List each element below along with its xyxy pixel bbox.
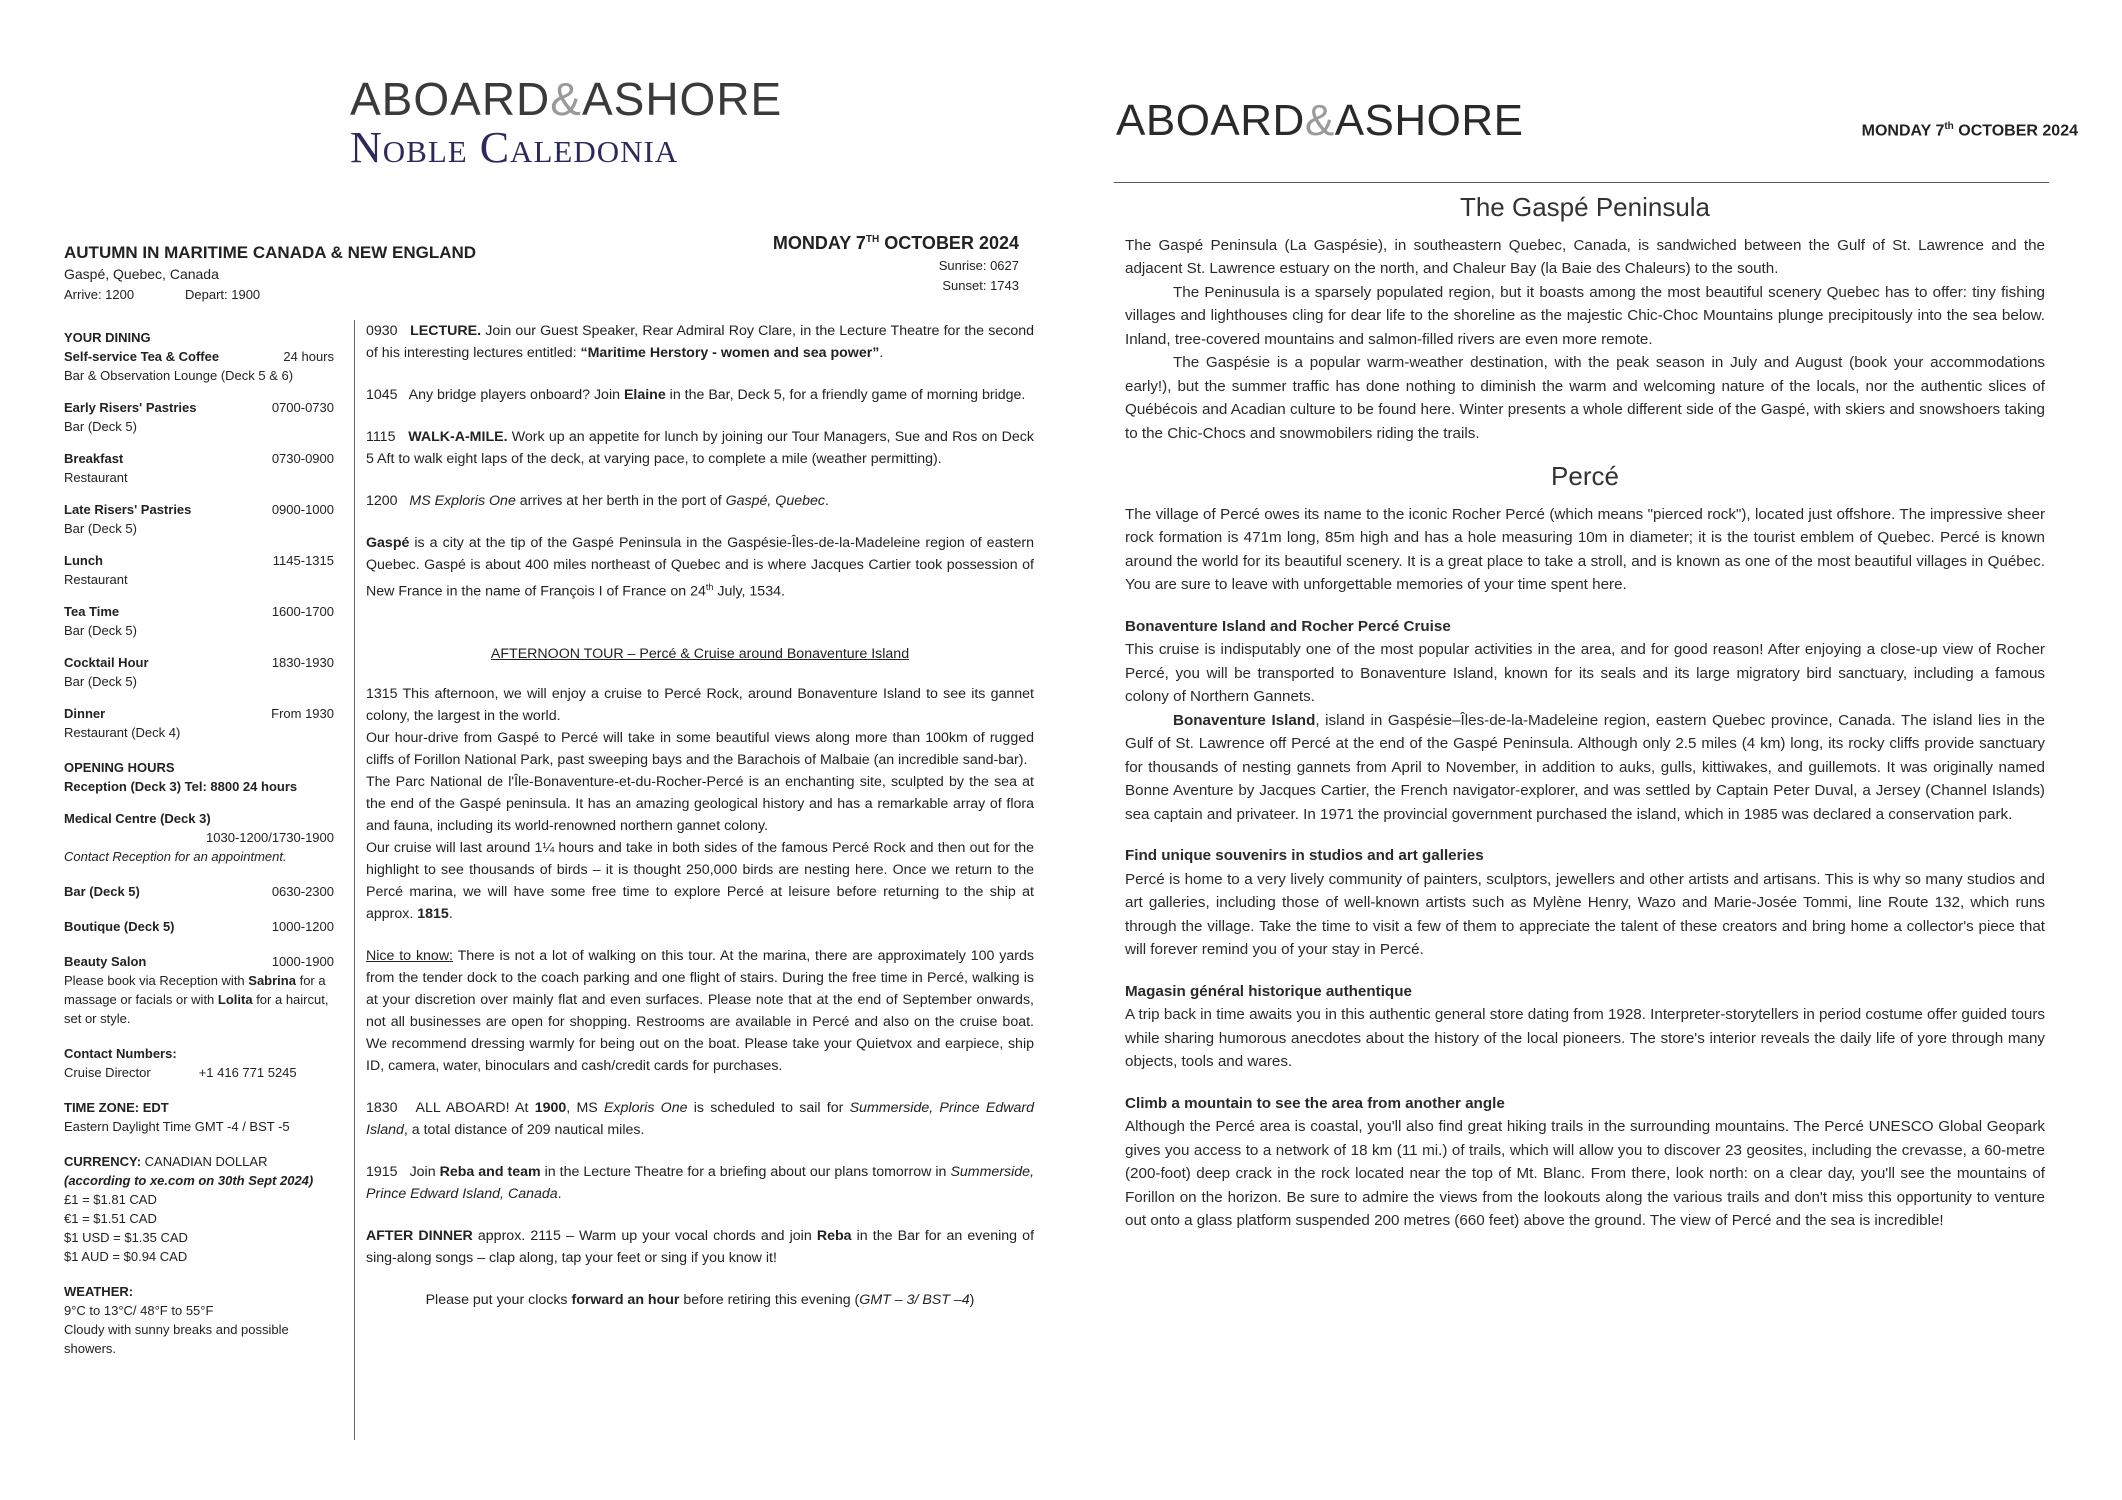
- beauty-salon-note: Please book via Reception with Sabrina for a massage or facials or with Lolita for a haircut, set or style.: [64, 973, 329, 1026]
- dining-location: Bar (Deck 5): [64, 623, 137, 638]
- tour-cruise: Our cruise will last around 1¼ hours and take in both sides of the famous Percé Rock and then out for the highlight to see thousands of birds – it is thought 250,000 birds are nesting here. Once we return to the Percé marina, we will have some free time to explore Percé at leisure before returning to the ship at approx. 1815.: [366, 839, 1034, 922]
- paragraph: Bonaventure Island, island in Gaspésie–Îles-de-la-Madeleine region, eastern Quebec province, Canada. The island lies in the Gulf of St. Lawrence off Percé at the end of the Gaspé Peninsula. Although only 2.5 miles (4 km) long, its rocky cliffs provide sanctuary for thousands of nesting gannets from April to November, in addition to auks, gulls, kittiwakes, and guillemots. It was originally named Bonne Aventure by Jacques Cartier, the French navigator-explorer, and was settled by Captain Peter Duval, a Jersey (Channel Islands) sea captain and privateer. In 1971 the provincial government purchased the island, which in 1985 was declared a conservation park.: [1125, 711, 2045, 823]
- subheading: Magasin général historique authentique: [1125, 982, 1412, 1000]
- dining-item: Lunch 1145-1315: [64, 553, 334, 568]
- dining-item: Self-service Tea & Coffee 24 hours: [64, 349, 334, 364]
- weather-heading: WEATHER:: [64, 1284, 134, 1299]
- programme-item: 1200 MS Exploris One arrives at her berth in the port of Gaspé, Quebec.: [366, 493, 829, 509]
- subheading: Bonaventure Island and Rocher Percé Cruise: [1125, 617, 1451, 635]
- dining-location: Bar (Deck 5): [64, 521, 137, 536]
- dining-location: Bar (Deck 5): [64, 674, 137, 689]
- header-rule: [1114, 182, 2049, 183]
- paragraph: Percé is home to a very lively community of painters, sculptors, jewellers and other artists and artisans. This is why so many studios and art galleries, including those of well-known artists such as Mylène Henry, Wazo and Marie-Josée Tommi, line Route 132, which runs through the village. Take the time to visit a few of them to appreciate the talent of these creators and bring home a collector's piece that will forever remind you of your stay in Percé.: [1125, 870, 2045, 958]
- time-zone-text: Eastern Daylight Time GMT -4 / BST -5: [64, 1119, 290, 1134]
- afternoon-tour-heading: AFTERNOON TOUR – Percé & Cruise around Bonaventure Island: [490, 645, 910, 662]
- boutique-hours: Boutique (Deck 5) 1000-1200: [64, 919, 334, 934]
- paragraph: A trip back in time awaits you in this authentic general store dating from 1928. Interpreter-storytellers in period costume offer guided tours while sharing humorous anecdotes about the history of the local pioneers. The store's interior reveals the daily life of yore through many objects, tools and wares.: [1125, 1006, 2045, 1070]
- dining-location: Restaurant: [64, 572, 128, 587]
- dining-item: Tea Time 1600-1700: [64, 604, 334, 619]
- paragraph: This cruise is indisputably one of the most popular activities in the area, and for good reason! After enjoying a close-up view of Rocher Percé, you will be transported to Bonaventure Island, known for its seals and its large migratory bird sanctuary, including a famous colony of Northern Gannets.: [1125, 641, 2045, 705]
- currency-note: (according to xe.com on 30th Sept 2024): [64, 1173, 314, 1188]
- subheading: Climb a mountain to see the area from another angle: [1125, 1094, 1505, 1112]
- voyage-title: AUTUMN IN MARITIME CANADA & NEW ENGLAND: [64, 243, 477, 262]
- medical-centre-label: Medical Centre (Deck 3): [64, 811, 211, 826]
- sunset-time: Sunset: 1743: [942, 278, 1019, 293]
- clocks-reminder: Please put your clocks forward an hour before retiring this evening (GMT – 3/ BST –4): [425, 1291, 975, 1308]
- date-heading: MONDAY 7TH OCTOBER 2024: [772, 233, 1019, 253]
- sidebar-info: [64, 328, 334, 1358]
- currency-heading: CURRENCY: CANADIAN DOLLAR: [64, 1154, 268, 1169]
- dining-location: Bar (Deck 5): [64, 419, 137, 434]
- dining-location: Restaurant (Deck 4): [64, 725, 181, 740]
- arrive-time: Arrive: 1200: [64, 287, 135, 302]
- column-divider: [354, 320, 355, 1440]
- paragraph: The Gaspé Peninsula (La Gaspésie), in southeastern Quebec, Canada, is sandwiched between the Gulf of St. Lawrence and the adjacent St. Lawrence estuary on the north, and Chaleur Bay (la Baie des Chaleurs) to the south.: [1125, 236, 2045, 277]
- programme-item: 1915 Join Reba and team in the Lecture Theatre for a briefing about our plans tomorrow in Summerside, Prince Edward Island, Canada.: [366, 1163, 1035, 1202]
- depart-time: Depart: 1900: [185, 287, 261, 302]
- weather-temp: 9°C to 13°C/ 48°F to 55°F: [64, 1303, 214, 1318]
- dining-item: Breakfast 0730-0900: [64, 451, 334, 466]
- right-page: [1061, 0, 2122, 1500]
- dining-heading: YOUR DINING: [64, 330, 151, 345]
- medical-centre-note: Contact Reception for an appointment.: [64, 849, 287, 864]
- section-title-gaspe: The Gaspé Peninsula: [1459, 192, 1711, 222]
- dining-item: Early Risers' Pastries 0700-0730: [64, 400, 334, 415]
- tour-drive: Our hour-drive from Gaspé to Percé will take in some beautiful views along more than 100km of rugged cliffs of Forillon National Park, past sweeping bays and the Barachois of Malbaie (an incredible sand-bar).: [366, 729, 1034, 768]
- rate-eur: €1 = $1.51 CAD: [64, 1211, 157, 1226]
- reception-hours: Reception (Deck 3) Tel: 8800 24 hours: [64, 779, 298, 794]
- programme-item: 1045 Any bridge players onboard? Join Elaine in the Bar, Deck 5, for a friendly game of morning bridge.: [366, 387, 1026, 403]
- date-heading: MONDAY 7th OCTOBER 2024: [1861, 121, 2078, 140]
- rate-usd: $1 USD = $1.35 CAD: [64, 1230, 188, 1245]
- rate-gbp: £1 = $1.81 CAD: [64, 1192, 157, 1207]
- after-dinner: AFTER DINNER approx. 2115 – Warm up your vocal chords and join Reba in the Bar for an evening of sing-along songs – clap along, tap your feet or sing if you know it!: [366, 1227, 1035, 1266]
- section-title-perce: Percé: [1551, 461, 1619, 491]
- masthead-aboard-ashore: ABOARD&ASHORE: [1116, 96, 1524, 145]
- paragraph: Although the Percé area is coastal, you'll also find great hiking trails in the surrounding mountains. The Percé UNESCO Global Geopark gives you access to a network of 18 km (11 mi.) of trails, which will allow you to discover 23 geosites, including the crevasse, a 60-metre (200-foot) deep crack in the rock located near the top of Mt. Blanc. From there, look north: on a clear day, you'll see the mountains of Forillon on the horizon. Be sure to admire the views from the lookouts along the various trails and don't miss this opportunity to venture out onto a glass platform suspended 200 metres (660 feet) above the ground. The view of Percé and the sea is incredible!: [1125, 1118, 2045, 1229]
- masthead-aboard-ashore: ABOARD&ASHORE: [350, 73, 783, 125]
- paragraph: The village of Percé owes its name to the iconic Rocher Percé (which means "pierced rock"), located just offshore. The impressive sheer rock formation is 471m long, 85m high and has a hole measuring 10m in diameter; it is the tourist emblem of Quebec. Percé is known around the world for its beautiful scenery. It is a great place to take a stroll, and is known as one of the most beautiful villages in Québec. You are sure to leave with unforgettable memories of your time spent here.: [1125, 505, 2045, 593]
- sunrise-time: Sunrise: 0627: [938, 258, 1019, 273]
- medical-centre-hours: 1030-1200/1730-1900: [206, 830, 334, 845]
- contact-heading: Contact Numbers:: [64, 1046, 177, 1061]
- programme-item: 1115 WALK-A-MILE. Work up an appetite for lunch by joining our Tour Managers, Sue and Ros on Deck 5 Aft to walk eight laps of the deck, at varying pace, to complete a mile (weather permitting).: [366, 429, 1034, 467]
- paragraph: The Gaspésie is a popular warm-weather destination, with the peak season in July and August (book your accommodations early!), but the summer traffic has done nothing to diminish the warm and welcoming nature of the locals, nor the authentic slices of Québécois and Acadian culture to be found here. Winter presents a whole different side of the Gaspé, with skiers and snowshoers taking to the Chic-Chocs and snowmobilers riding the trails.: [1125, 354, 2045, 442]
- weather-text: Cloudy with sunny breaks and possible showers.: [64, 1322, 289, 1356]
- programme-item: 0930 LECTURE. Join our Guest Speaker, Rear Admiral Roy Clare, in the Lecture Theatre for the second of his interesting lectures entitled: “Maritime Herstory - women and sea power”.: [366, 323, 1034, 361]
- port-location: Gaspé, Quebec, Canada: [64, 266, 219, 282]
- tour-intro: 1315 This afternoon, we will enjoy a cruise to Percé Rock, around Bonaventure Island to see its gannet colony, the largest in the world.: [366, 685, 1034, 724]
- programme-item: 1830 ALL ABOARD! At 1900, MS Exploris One is scheduled to sail for Summerside, Prince Edward Island, a total distance of 209 nautical miles.: [366, 1099, 1034, 1138]
- nice-to-know: Nice to know: There is not a lot of walking on this tour. At the marina, there are approximately 100 yards from the tender dock to the coach parking and one flight of stairs. During the free time in Percé, walking is at your discretion over mainly flat and even surfaces. Please note that at the end of September onwards, not all businesses are open for shopping. Restrooms are available in Percé and also on the cruise boat. We recommend dressing warmly for being out on the boat. Please take your Quietvox and earpiece, ship ID, camera, water, binoculars and cash/credit cards for purchases.: [366, 947, 1034, 1074]
- gaspe-description: Gaspé is a city at the tip of the Gaspé Peninsula in the Gaspésie-Îles-de-la-Madeleine region of eastern Quebec. Gaspé is about 400 miles northeast of Quebec and is where Jacques Cartier took possession of New France in the name of François I of France on 24th July, 1534.: [366, 535, 1034, 600]
- beauty-salon-hours: Beauty Salon 1000-1900: [64, 954, 334, 969]
- bar-hours: Bar (Deck 5) 0630-2300: [64, 884, 334, 899]
- subheading: Find unique souvenirs in studios and art galleries: [1125, 847, 1484, 864]
- dining-item: Dinner From 1930: [64, 706, 334, 721]
- paragraph: The Peninusula is a sparsely populated region, but it boasts among the most beautiful scenery Quebec has to offer: tiny fishing villages and lighthouses cling for dear life to the shoreline as the majestic Chic-Choc Mountains plunge precipitously into the sea below. Inland, tree-covered mountains and salmon-filled rivers are even more remote.: [1125, 283, 2045, 348]
- dining-item: Late Risers' Pastries 0900-1000: [64, 502, 334, 517]
- dining-location: Bar & Observation Lounge (Deck 5 & 6): [64, 368, 294, 383]
- time-zone-heading: TIME ZONE: EDT: [64, 1100, 169, 1115]
- programme-column: [366, 320, 1034, 1331]
- cruise-director-contact: Cruise Director +1 416 771 5245: [64, 1065, 297, 1080]
- tour-park: The Parc National de l'Île-Bonaventure-et-du-Rocher-Percé is an enchanting site, sculpted by the sea at the end of the Gaspé peninsula. It has an amazing geological history and has a remarkable array of flora and fauna, including its world-renowned northern gannet colony.: [366, 773, 1034, 834]
- dining-location: Restaurant: [64, 470, 128, 485]
- rate-aud: $1 AUD = $0.94 CAD: [64, 1249, 188, 1264]
- article-column: [1125, 192, 2045, 1233]
- opening-hours-heading: OPENING HOURS: [64, 760, 175, 775]
- dining-item: Cocktail Hour 1830-1930: [64, 655, 334, 670]
- masthead-noble-caledonia: Noble Caledonia: [350, 123, 679, 172]
